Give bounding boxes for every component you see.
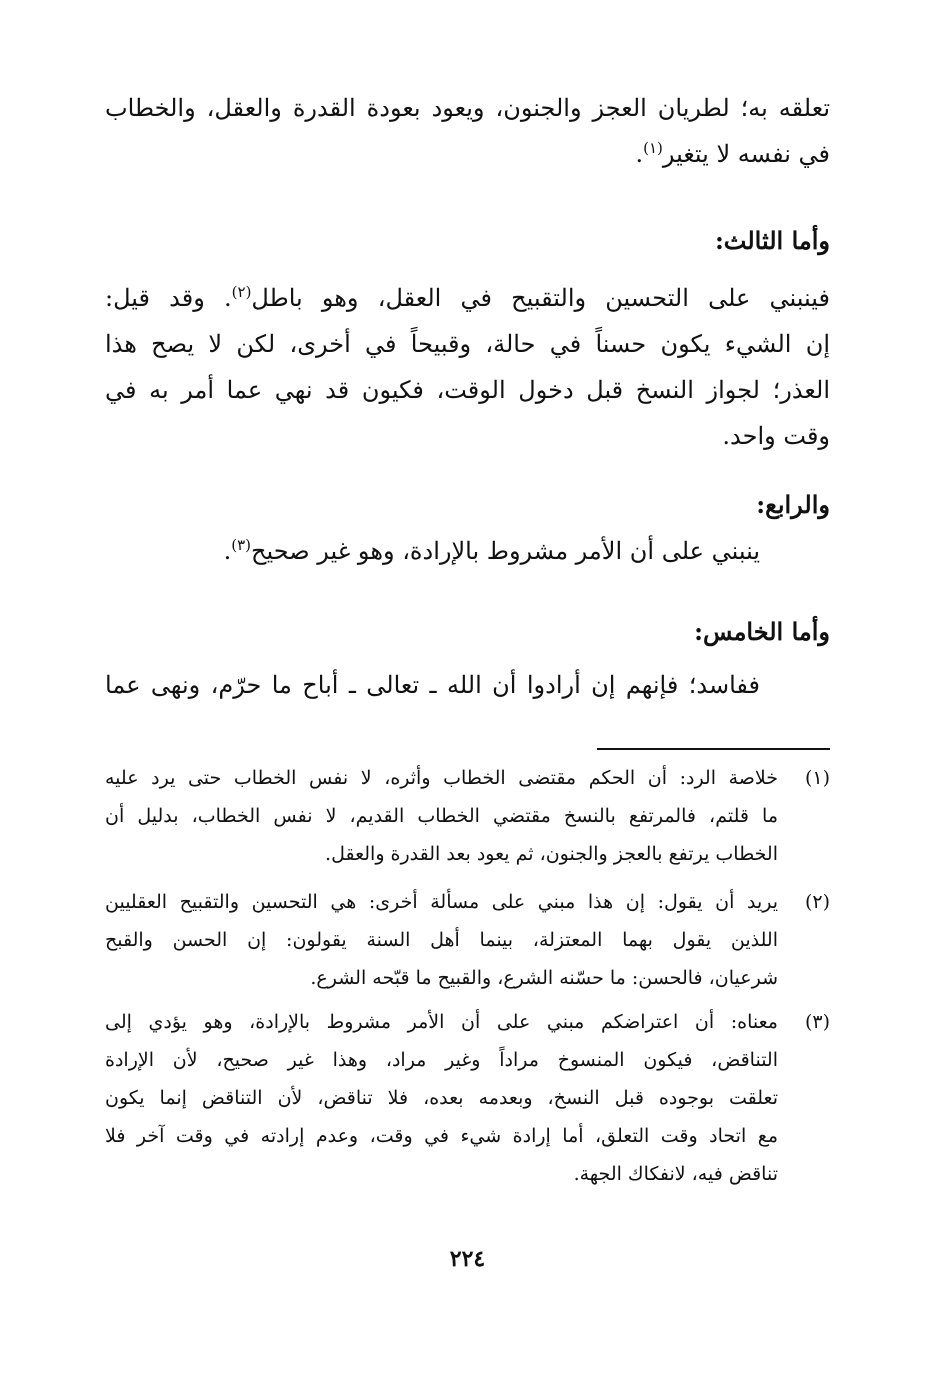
footnote-ref: (٢): [231, 283, 252, 301]
body-text: .: [223, 537, 232, 565]
footnote-line: معناه: أن اعتراضكم مبني على أن الأمر مشروط بالإرادة، وهو يؤدي إلى: [105, 1011, 778, 1033]
footnote-ref: (٣): [231, 536, 252, 554]
body-line: وقت واحد.: [722, 422, 830, 450]
section-heading: والرابع:: [756, 490, 830, 519]
footnote-number: (١): [804, 767, 830, 789]
body-text: .: [635, 140, 644, 168]
footnote-ref: (١): [643, 139, 663, 157]
footnote-line: شرعيان، فالحسن: ما حسّنه الشرع، والقبيح ما قبّحه الشرع.: [310, 967, 778, 989]
body-line: [105, 278, 830, 318]
footnote-separator: [597, 748, 830, 750]
body-text: في نفسه لا يتغير: [662, 140, 830, 168]
body-line: [224, 531, 760, 571]
body-line: ففاسد؛ فإنهم إن أرادوا أن الله ـ تعالى ـ أباح ما حرّم، ونهى عما: [105, 671, 761, 699]
footnote-line: يريد أن يقول: إن هذا مبني على مسألة أخرى: هي التحسين والتقبيح العقليين: [105, 891, 778, 913]
footnote-number: (٣): [804, 1011, 830, 1033]
footnote-line: الخطاب يرتفع بالعجز والجنون، ثم يعود بعد القدرة والعقل.: [325, 843, 778, 865]
footnote-line: مع اتحاد وقت التعلق، أما إرادة شيء في وقت، وعدم إرادته في وقت آخر فلا: [105, 1125, 778, 1147]
body-line: العذر؛ لجواز النسخ قبل دخول الوقت، فكيون قد نهي عما أمر به في: [105, 376, 830, 404]
footnote-line: تناقض فيه، لانفكاك الجهة.: [573, 1163, 778, 1185]
footnote-line: ما قلتم، فالمرتفع بالنسخ مقتضي الخطاب القديم، لا نفس الخطاب، بدليل أن: [105, 805, 778, 827]
book-page: [105, 88, 830, 1328]
body-text: فينبني على التحسين والتقبيح في العقل، وهو باطل: [251, 284, 830, 312]
section-heading: وأما الخامس:: [694, 617, 830, 646]
body-text: . وقد قيل:: [105, 284, 232, 312]
body-line: [635, 134, 830, 174]
section-heading: وأما الثالث:: [714, 226, 830, 255]
footnote-line: التناقض، فيكون المنسوخ مراداً وغير مراد، وهذا غير صحيح، لأن الإرادة: [105, 1049, 778, 1071]
footnote-line: خلاصة الرد: أن الحكم مقتضى الخطاب وأثره، لا نفس الخطاب حتى يرد عليه: [105, 767, 778, 789]
footnote-number: (٢): [804, 891, 830, 913]
footnote-line: تعلقت بوجوده قبل النسخ، وبعدمه بعده، فلا تناقض، لأن التناقض إنما يكون: [105, 1087, 778, 1109]
body-line: تعلقه به؛ لطريان العجز والجنون، ويعود بعودة القدرة والعقل، والخطاب: [105, 94, 831, 122]
footnote-line: اللذين يقول بهما المعتزلة، بينما أهل السنة يقولون: إن الحسن والقبح: [105, 929, 778, 951]
page-number: ٢٢٤: [449, 1246, 486, 1272]
body-line: إن الشيء يكون حسناً في حالة، وقبيحاً في أخرى، لكن لا يصح هذا: [105, 330, 830, 358]
body-text: ينبني على أن الأمر مشروط بالإرادة، وهو غير صحيح: [251, 537, 760, 565]
